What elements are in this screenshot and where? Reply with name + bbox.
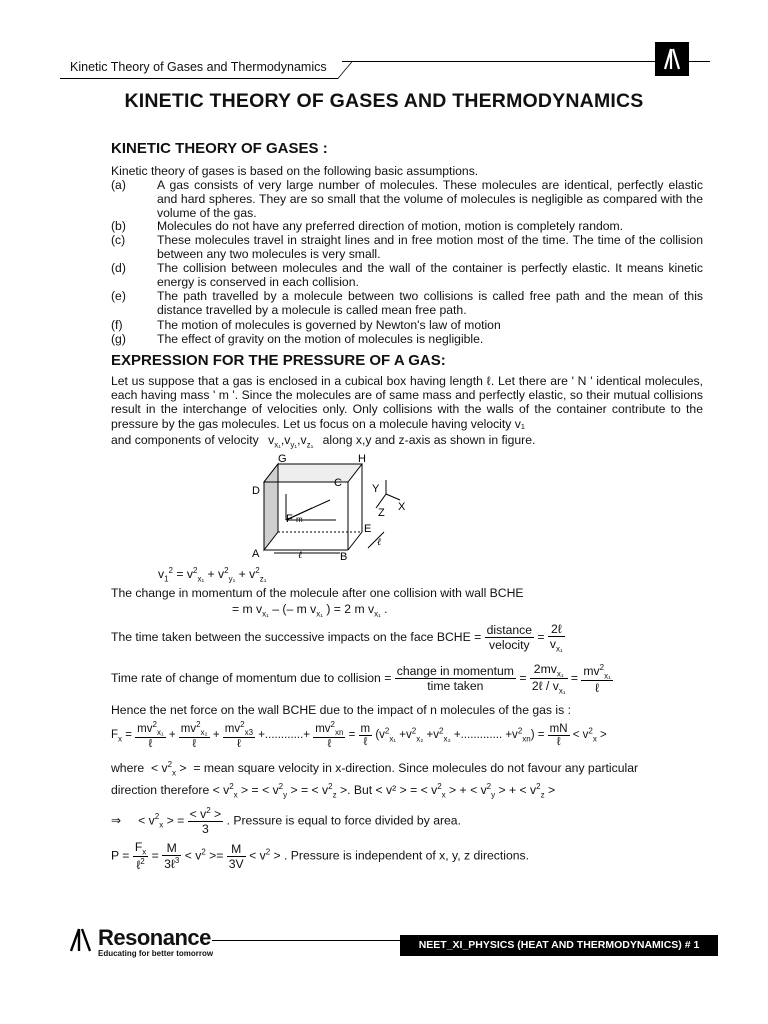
list-item-label: (g) <box>111 332 126 346</box>
pressure-equation: P = $\frac{F_x}{\ell^2}$ = $\frac{M}{3\ell^3}$ < $v^2$ >= $\frac{M}{3V}$ < $v^2$ > . Pressure is independent of x, y, z directions. <box>111 840 530 873</box>
list-item-text: The path travelled by a molecule between two collisions is called free path and the mean of this distance travelled by a molecule is called mean free path. <box>157 289 703 318</box>
figure-label-d: D <box>252 485 260 497</box>
intro-text: Kinetic theory of gases is based on the following basic assumptions. <box>111 164 479 178</box>
resonance-mark-icon <box>68 927 96 953</box>
list-item-label: (f) <box>111 318 123 332</box>
time-between-impacts-text: The time taken between the successive impacts on the face BCHE = <box>111 629 482 644</box>
momentum-time-fraction <box>395 664 516 693</box>
header-rule-slant <box>337 61 353 79</box>
net-force-text: Hence the net force on the wall BCHE due to the impact of n molecules of the gas is : <box>111 703 571 717</box>
brand-tagline: Educating for better tomorrow <box>98 949 214 958</box>
list-item-text: A gas consists of very large number of molecules. These molecules are identical, perfectly elastic and hard spheres. They are so small that the volume of molecules is negligible as compared with the volume of the gas. <box>157 178 703 221</box>
list-item-text: The motion of molecules is governed by Newton's law of motion <box>157 318 501 332</box>
figure-label-z: Z <box>378 507 385 519</box>
section-title-kinetic-theory: KINETIC THEORY OF GASES : <box>111 140 328 157</box>
but-text: . But <box>347 783 373 798</box>
figure-label-b: B <box>340 551 348 563</box>
header-rule <box>60 78 338 79</box>
figure-label-x: X <box>398 501 406 513</box>
figure-label-f: F <box>286 513 293 525</box>
brand-name: Resonance <box>98 925 211 950</box>
list-item-label: (b) <box>111 219 126 233</box>
figure-label-e: E <box>364 523 372 535</box>
momentum-rate-equation: Time rate of change of momentum due to collision = $\frac{\text{change in momentum}}{\text{time taken}}$ = $\frac{2mv_{x_1}}{2\ell / v_{x_1}}$ = $\frac{mv^2_{x_1}}{\text{ℓ}}$ <box>111 662 611 696</box>
direction-equation: direction therefore < $v^2_x$ > = < $v^2_y$ > = < $v^2_z$ >. But < v² > = < $v^2_x$ > + < $v^2_y$ > + < $v^2_z$ > <box>111 782 556 800</box>
velocity-components-prefix: and components of velocity <box>111 433 259 447</box>
mean-square-x-equation: ⇒ < $v^2_x$ > = $\frac{< v^2 >}{3}$ . Pressure is equal to force divided by area. <box>111 806 461 837</box>
list-item-text: The effect of gravity on the motion of molecules is negligible. <box>157 332 484 346</box>
resonance-logo-icon <box>655 42 689 76</box>
footer-rule <box>212 940 400 941</box>
momentum-rate-text: Time rate of change of momentum due to collision = <box>111 671 392 686</box>
velocity-components-suffix: along x,y and z-axis as shown in figure. <box>322 433 536 447</box>
momentum-rate-fraction: $\frac{2mv_{x_1}}{2\ell / v_{x_1}}$ <box>531 662 566 696</box>
section-title-pressure: EXPRESSION FOR THE PRESSURE OF A GAS: <box>111 352 446 369</box>
pressure-force-text: . Pressure is equal to force divided by area. <box>226 813 461 828</box>
direction-text: direction therefore <box>111 783 210 798</box>
list-item-text: Molecules do not have any preferred direction of motion, motion is completely random. <box>157 219 624 233</box>
where-text: where <box>111 761 145 776</box>
figure-label-length-e: ℓ <box>377 537 382 548</box>
figure-label-a: A <box>252 548 260 560</box>
page-title: KINETIC THEORY OF GASES AND THERMODYNAMICS <box>124 90 644 112</box>
fraction-numerator: distance <box>486 623 533 638</box>
header-rule-right <box>688 61 710 62</box>
time-between-impacts-equation: The time taken between the successive impacts on the face BCHE = $\frac{\text{distance}}{\text{velocity}}$ = $\frac{\text{2ℓ}}{v_{x_1}}$ <box>111 622 563 654</box>
figure-label-g: G <box>278 453 287 465</box>
mean-square-text: = mean square velocity in x-direction. Since molecules do not favour any particular <box>193 761 639 776</box>
list-item-label: (e) <box>111 289 126 303</box>
list-item-text: The collision between molecules and the wall of the container is perfectly elastic. It means kinetic energy is conserved in each collision. <box>157 261 703 290</box>
cube-figure <box>250 450 420 565</box>
figure-label-h: H <box>358 453 366 465</box>
pressure-intro-paragraph: Let us suppose that a gas is enclosed in a cubical box having length ℓ. Let there are ' N ' identical molecules, each having mass ' m '. Since the molecules are of same mass and perfectly elastic, so their mutual collisions result in the interchange of velocities only. Only collisions with the walls of the container contribute to the pressure by the gas molecules. Let us focus on a molecule having velocity v₁ <box>111 374 703 431</box>
figure-label-length: ℓ <box>298 550 303 561</box>
length-velocity-fraction: $\frac{\text{2ℓ}}{v_{x_1}}$ <box>549 622 563 654</box>
fraction-denominator: velocity <box>488 638 530 653</box>
mean-square-line: where < $v^2_x$ > = mean square velocity in x-direction. Since molecules do not favour any particular <box>111 760 639 778</box>
fraction-numerator: change in momentum <box>396 664 514 679</box>
momentum-change-equation: = m $v_{x_1}$ – (– m $v_{x_1}$ ) = 2 m $v_{x_1}$ . <box>232 602 388 619</box>
list-item-text: These molecules travel in straight lines and in free motion most of the time. The time of the collision between any two molecules is very small. <box>157 233 703 262</box>
header-rule-top <box>342 61 655 62</box>
running-title: Kinetic Theory of Gases and Thermodynamics <box>70 60 327 74</box>
distance-velocity-fraction <box>485 623 534 652</box>
velocity-square-equation: $v_1^2 = v^2_{x_1} + v^2_{y_1} + v^2_{z_1}$ <box>158 566 267 584</box>
list-item-label: (a) <box>111 178 126 192</box>
list-item-label: (c) <box>111 233 126 247</box>
figure-label-c: C <box>334 477 342 489</box>
change-momentum-text: The change in momentum of the molecule after one collision with wall BCHE <box>111 586 524 600</box>
footer-page-label: NEET_XI_PHYSICS (HEAT AND THERMODYNAMICS) # 1 <box>400 935 718 956</box>
list-item-label: (d) <box>111 261 126 275</box>
pressure-independent-text: . Pressure is independent of x, y, z directions. <box>284 848 530 863</box>
momentum-rate-result-fraction: $\frac{mv^2_{x_1}}{\text{ℓ}}$ <box>583 662 611 696</box>
velocity-components-symbols: $v_{x_1},v_{y_1},v_{z_1}$ <box>268 433 314 450</box>
figure-label-y: Y <box>372 483 380 495</box>
figure-label-m: m <box>296 515 303 524</box>
net-force-equation: $F_x$ = $\frac{mv^2_{x_1}}{\text{ℓ}}$ + $\frac{mv^2_{x_2}}{\text{ℓ}}$ + $\frac{mv^2_{x3}}{\text{ℓ}}$ +............+ $\frac{mv^2_{xn}}{\text{ℓ}}$ = $\frac{m}{\text{ℓ}}$ ($v^2_{x_1} +v^2_{x_2} +v^2_{x_3}$ +............. $+v^2_{xn}$) = $\frac{mN}{\text{ℓ}}$ < $v^2_x$ > <box>111 720 607 751</box>
fraction-denominator: time taken <box>427 679 484 694</box>
